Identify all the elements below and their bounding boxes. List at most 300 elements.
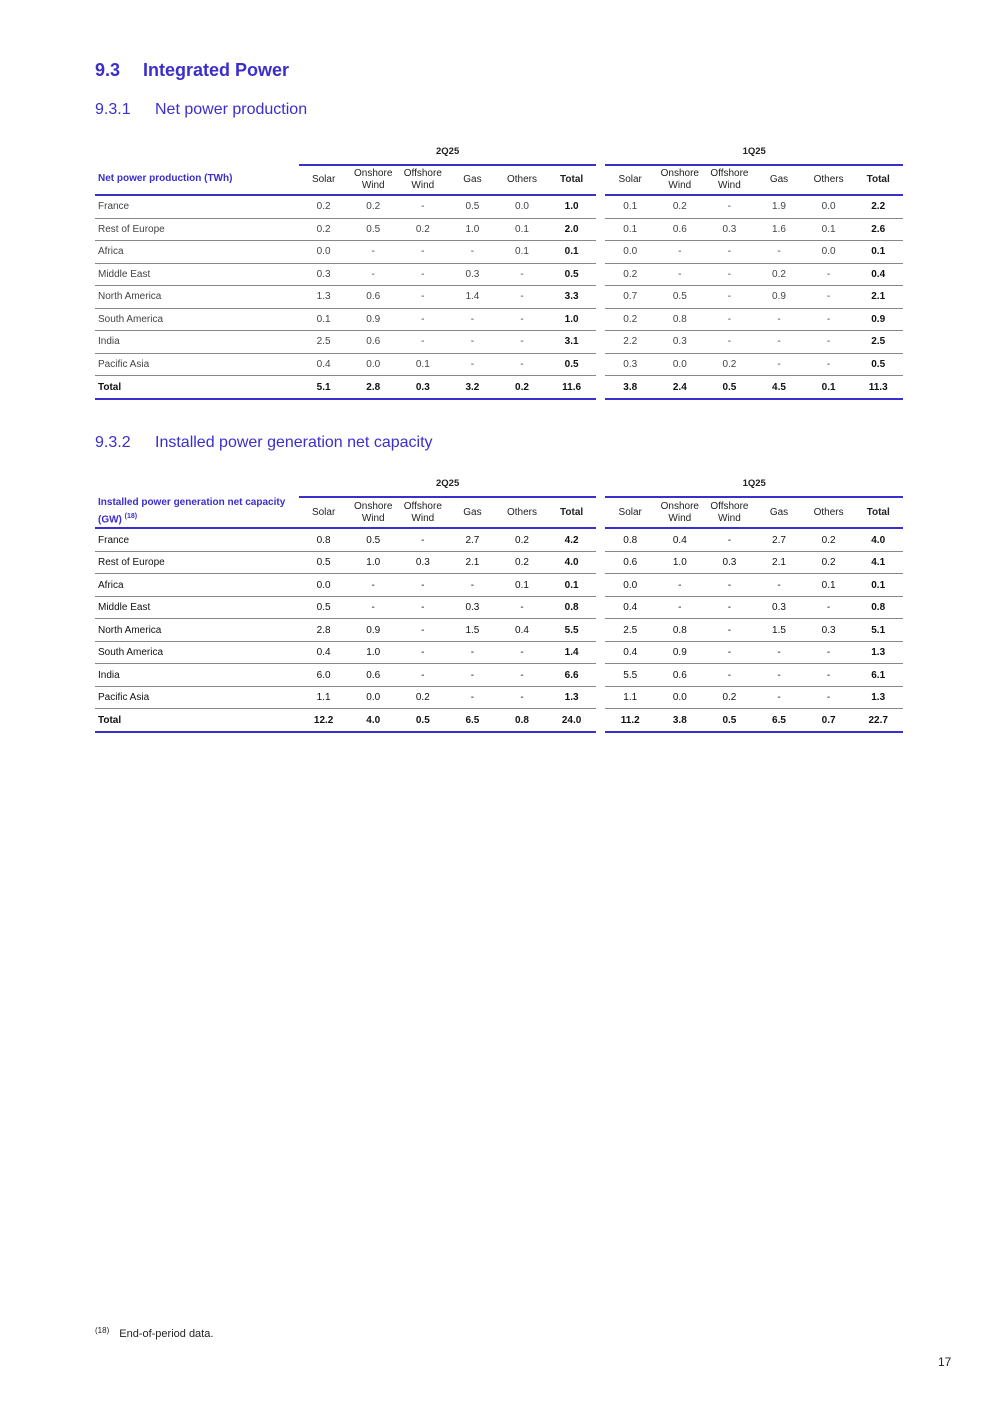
table-cell: 11.3 (853, 376, 903, 400)
table-cell: 2.8 (299, 619, 349, 642)
subsection-title: Net power production (155, 101, 308, 118)
table-cell: 6.6 (547, 664, 597, 687)
table-cell: 0.1 (804, 219, 854, 242)
col-header: Solar (605, 164, 655, 196)
table-cell: 0.0 (655, 687, 705, 710)
table-cell: - (497, 264, 547, 287)
table-row (95, 664, 903, 687)
table-cell: 5.5 (605, 664, 655, 687)
section-title: Integrated Power (143, 60, 290, 80)
table-cell: - (497, 642, 547, 665)
footnote (95, 1326, 213, 1340)
table-cell: 0.2 (497, 529, 547, 552)
table-cell: 0.2 (299, 196, 349, 219)
footnote-text: End-of-period data. (119, 1328, 214, 1340)
col-header: Gas (448, 164, 498, 196)
table-cell: 3.2 (448, 376, 498, 400)
table-cell: 3.3 (547, 286, 597, 309)
col-header: Gas (754, 496, 804, 529)
table-cell: 4.2 (547, 529, 597, 552)
table-body (95, 529, 903, 733)
table-cell: 0.1 (605, 196, 655, 219)
table-cell: 5.1 (853, 619, 903, 642)
table-cell: 2.1 (448, 552, 498, 575)
column-gap (596, 264, 605, 287)
table-cell: - (398, 597, 448, 620)
col-header: Onshore Wind (655, 496, 705, 529)
table-cell: - (655, 597, 705, 620)
table-cell: 0.1 (398, 354, 448, 377)
table-cell: - (398, 619, 448, 642)
table-cell: 1.0 (448, 219, 498, 242)
table-cell: 0.1 (547, 574, 597, 597)
table-cell: 0.2 (497, 376, 547, 400)
table-cell: - (398, 529, 448, 552)
table-cell: 0.0 (804, 196, 854, 219)
table-cell: 11.2 (605, 709, 655, 733)
table-cell: - (398, 241, 448, 264)
row-label: India (95, 664, 299, 687)
table-cell: 0.0 (299, 574, 349, 597)
table-cell: 0.0 (497, 196, 547, 219)
table-cell: 0.8 (497, 709, 547, 733)
table-cell: 0.6 (605, 552, 655, 575)
net-production-table (95, 146, 903, 400)
table-cell: 0.4 (605, 597, 655, 620)
table-cell: 0.3 (705, 552, 755, 575)
table-cell: - (348, 241, 398, 264)
table-cell: 0.2 (754, 264, 804, 287)
table-cell: - (348, 597, 398, 620)
table-row (95, 309, 903, 332)
row-label: France (95, 529, 299, 552)
table-cell: 1.6 (754, 219, 804, 242)
table-cell: - (497, 597, 547, 620)
col-header: Others (497, 164, 547, 196)
col-header: Solar (299, 496, 349, 529)
row-label: Total (95, 709, 299, 733)
table-cell: 0.3 (448, 597, 498, 620)
row-label: India (95, 331, 299, 354)
subsection-number: 9.3.1 (95, 101, 131, 118)
table-cell: - (754, 331, 804, 354)
table-cell: - (705, 241, 755, 264)
table-cell: 0.2 (804, 552, 854, 575)
table-cell: 0.3 (448, 264, 498, 287)
row-label: Rest of Europe (95, 219, 299, 242)
table-cell: 0.4 (605, 642, 655, 665)
row-label: Middle East (95, 264, 299, 287)
table-cell: 1.4 (448, 286, 498, 309)
column-header-row (95, 496, 903, 529)
table-cell: - (705, 574, 755, 597)
table-row (95, 196, 903, 219)
table-cell: 1.0 (547, 196, 597, 219)
table-cell: 1.3 (853, 642, 903, 665)
group-label-1q25: 1Q25 (742, 478, 766, 489)
table-cell: 2.1 (754, 552, 804, 575)
table-cell: 0.1 (497, 574, 547, 597)
table-cell: 2.5 (853, 331, 903, 354)
col-header-total: Total (853, 496, 903, 529)
table-body (95, 196, 903, 400)
table-cell: - (655, 264, 705, 287)
subsection-number: 9.3.2 (95, 434, 131, 451)
table-cell: 0.1 (547, 241, 597, 264)
table-cell: 0.6 (348, 331, 398, 354)
table-cell: 0.0 (655, 354, 705, 377)
table-cell: - (705, 264, 755, 287)
footnote-ref: (18) (124, 513, 138, 520)
table-row (95, 286, 903, 309)
table-cell: - (705, 286, 755, 309)
column-gap (596, 196, 605, 219)
table-cell: 0.9 (853, 309, 903, 332)
table-cell: - (398, 196, 448, 219)
table-cell: 0.0 (605, 241, 655, 264)
table-cell: 0.3 (605, 354, 655, 377)
table-cell: 1.0 (348, 642, 398, 665)
row-label: Africa (95, 241, 299, 264)
table-cell: 2.5 (605, 619, 655, 642)
column-gap (596, 597, 605, 620)
table-cell: 1.1 (605, 687, 655, 710)
table-cell: 0.5 (705, 376, 755, 400)
section-number: 9.3 (95, 60, 121, 80)
table-cell: 1.5 (754, 619, 804, 642)
table-cell: 0.2 (605, 309, 655, 332)
table-cell: 0.8 (547, 597, 597, 620)
table-cell: 0.3 (804, 619, 854, 642)
column-gap (596, 687, 605, 710)
table-row (95, 219, 903, 242)
subsection-title: Installed power generation net capacity (155, 434, 433, 451)
table-cell: - (754, 687, 804, 710)
table-row (95, 331, 903, 354)
table-cell: 0.5 (655, 286, 705, 309)
installed-capacity-table-wrap (95, 478, 903, 733)
col-header: Onshore Wind (348, 164, 398, 196)
row-label: South America (95, 642, 299, 665)
table-cell: 0.0 (348, 687, 398, 710)
table-cell: 0.2 (655, 196, 705, 219)
table-cell: - (398, 286, 448, 309)
table-cell: 0.9 (348, 619, 398, 642)
page-number: 17 (938, 1355, 952, 1369)
net-production-table-wrap (95, 146, 903, 400)
table-cell: 0.4 (853, 264, 903, 287)
row-label: Africa (95, 574, 299, 597)
column-gap (596, 552, 605, 575)
section-heading (95, 60, 289, 81)
table-row (95, 264, 903, 287)
table-cell: 0.2 (398, 687, 448, 710)
col-header: Others (804, 164, 854, 196)
table-cell: 2.2 (605, 331, 655, 354)
col-header: Onshore Wind (348, 496, 398, 529)
table-cell: 0.1 (605, 219, 655, 242)
col-header: Others (804, 496, 854, 529)
table-cell: 0.9 (348, 309, 398, 332)
table-cell: 1.5 (448, 619, 498, 642)
table-cell: 6.0 (299, 664, 349, 687)
table-cell: 4.1 (853, 552, 903, 575)
installed-capacity-table (95, 478, 903, 733)
table-row (95, 552, 903, 575)
table-cell: 0.8 (605, 529, 655, 552)
table-cell: - (804, 642, 854, 665)
table-cell: 0.3 (655, 331, 705, 354)
table-label-header: Net power production (TWh) (95, 164, 299, 196)
table-cell: 1.0 (547, 309, 597, 332)
table-cell: 0.5 (547, 354, 597, 377)
table-cell: 0.6 (655, 219, 705, 242)
row-label: North America (95, 619, 299, 642)
table-cell: 0.8 (853, 597, 903, 620)
table-cell: 2.1 (853, 286, 903, 309)
table-cell: 5.1 (299, 376, 349, 400)
table-cell: - (448, 687, 498, 710)
table-cell: - (448, 642, 498, 665)
table-cell: 24.0 (547, 709, 597, 733)
table-cell: 0.4 (299, 642, 349, 665)
table-cell: - (398, 309, 448, 332)
table-row (95, 619, 903, 642)
table-cell: 2.7 (448, 529, 498, 552)
table-cell: - (655, 574, 705, 597)
table-cell: - (705, 529, 755, 552)
table-cell: 2.7 (754, 529, 804, 552)
table-cell: 2.2 (853, 196, 903, 219)
table-cell: 6.1 (853, 664, 903, 687)
table-cell: 0.0 (299, 241, 349, 264)
table-cell: 4.0 (853, 529, 903, 552)
table-cell: 0.1 (853, 241, 903, 264)
col-header-total: Total (547, 496, 597, 529)
column-gap (596, 709, 605, 733)
row-label: France (95, 196, 299, 219)
subsection-heading-net-production (95, 101, 307, 119)
column-gap (596, 574, 605, 597)
table-cell: - (705, 619, 755, 642)
table-cell: 0.5 (348, 529, 398, 552)
table-cell: - (754, 309, 804, 332)
table-cell: 0.5 (299, 597, 349, 620)
col-header: Offshore Wind (398, 164, 448, 196)
table-cell: - (448, 331, 498, 354)
table-cell: 2.0 (547, 219, 597, 242)
table-cell: - (398, 264, 448, 287)
table-cell: 0.3 (705, 219, 755, 242)
table-cell: 0.5 (705, 709, 755, 733)
table-cell: - (497, 687, 547, 710)
table-cell: 0.2 (348, 196, 398, 219)
table-cell: 0.5 (299, 552, 349, 575)
row-label: North America (95, 286, 299, 309)
row-label: South America (95, 309, 299, 332)
table-cell: - (497, 286, 547, 309)
table-cell: - (804, 597, 854, 620)
column-gap (596, 354, 605, 377)
column-gap (596, 664, 605, 687)
table-cell: 0.2 (705, 354, 755, 377)
table-cell: 0.1 (853, 574, 903, 597)
table-cell: - (398, 331, 448, 354)
table-cell: 11.6 (547, 376, 597, 400)
table-cell: - (497, 664, 547, 687)
column-gap (596, 241, 605, 264)
table-cell: - (754, 574, 804, 597)
table-cell: 0.4 (497, 619, 547, 642)
table-cell: - (448, 309, 498, 332)
table-row (95, 241, 903, 264)
table-cell: 0.5 (547, 264, 597, 287)
table-cell: 0.5 (448, 196, 498, 219)
table-cell: - (448, 354, 498, 377)
table-cell: - (705, 642, 755, 665)
table-cell: - (398, 664, 448, 687)
table-cell: - (804, 264, 854, 287)
table-cell: 0.0 (605, 574, 655, 597)
table-cell: 0.2 (497, 552, 547, 575)
table-cell: - (398, 642, 448, 665)
table-cell: 0.8 (655, 619, 705, 642)
col-header: Others (497, 496, 547, 529)
table-cell: 0.2 (605, 264, 655, 287)
table-cell: - (804, 309, 854, 332)
group-header-row (95, 478, 903, 496)
table-cell: - (705, 597, 755, 620)
table-cell: - (754, 241, 804, 264)
table-cell: 0.1 (804, 574, 854, 597)
table-cell: 4.5 (754, 376, 804, 400)
column-gap (596, 309, 605, 332)
column-header-row (95, 164, 903, 196)
col-header: Solar (299, 164, 349, 196)
table-cell: 0.5 (348, 219, 398, 242)
table-cell: - (804, 687, 854, 710)
table-cell: 2.4 (655, 376, 705, 400)
table-cell: 0.5 (853, 354, 903, 377)
table-cell: - (655, 241, 705, 264)
col-header: Offshore Wind (705, 496, 755, 529)
table-cell: 1.4 (547, 642, 597, 665)
row-label: Rest of Europe (95, 552, 299, 575)
table-cell: 0.9 (754, 286, 804, 309)
group-label-1q25: 1Q25 (742, 146, 766, 157)
column-gap (596, 286, 605, 309)
table-cell: 0.3 (299, 264, 349, 287)
table-row (95, 687, 903, 710)
table-row (95, 574, 903, 597)
col-header: Solar (605, 496, 655, 529)
table-cell: 0.4 (299, 354, 349, 377)
footnote-marker: (18) (95, 1326, 110, 1335)
table-cell: - (804, 354, 854, 377)
table-cell: 0.0 (348, 354, 398, 377)
table-cell: 0.2 (705, 687, 755, 710)
table-cell: 2.6 (853, 219, 903, 242)
table-cell: 12.2 (299, 709, 349, 733)
table-cell: - (448, 664, 498, 687)
table-cell: - (804, 331, 854, 354)
row-label: Total (95, 376, 299, 400)
table-cell: 0.6 (348, 286, 398, 309)
col-header: Gas (754, 164, 804, 196)
table-cell: - (754, 664, 804, 687)
group-label-2q25: 2Q25 (435, 146, 460, 157)
table-cell: 22.7 (853, 709, 903, 733)
table-cell: - (348, 264, 398, 287)
table-cell: 0.8 (299, 529, 349, 552)
table-cell: 0.3 (398, 552, 448, 575)
table-cell: 6.5 (754, 709, 804, 733)
table-cell: 1.3 (299, 286, 349, 309)
table-cell: 5.5 (547, 619, 597, 642)
table-cell: 4.0 (547, 552, 597, 575)
table-cell: - (705, 331, 755, 354)
table-cell: - (804, 286, 854, 309)
table-cell: 0.1 (497, 241, 547, 264)
table-cell: 0.1 (497, 219, 547, 242)
table-cell: - (448, 241, 498, 264)
table-cell: 0.5 (398, 709, 448, 733)
table-row (95, 354, 903, 377)
col-header: Offshore Wind (398, 496, 448, 529)
column-gap (596, 619, 605, 642)
table-cell: 0.2 (299, 219, 349, 242)
table-cell: 4.0 (348, 709, 398, 733)
table-label-text: Installed power generation net capacity (GW) (98, 497, 286, 526)
group-header-row (95, 146, 903, 164)
total-row (95, 376, 903, 400)
table-label-header (95, 496, 299, 529)
column-gap (596, 529, 605, 552)
table-cell: 0.7 (804, 709, 854, 733)
table-cell: - (754, 642, 804, 665)
table-cell: - (497, 354, 547, 377)
table-cell: 3.1 (547, 331, 597, 354)
row-label: Pacific Asia (95, 354, 299, 377)
total-row (95, 709, 903, 733)
table-cell: 0.7 (605, 286, 655, 309)
table-cell: 2.5 (299, 331, 349, 354)
column-gap (596, 376, 605, 400)
table-cell: - (705, 196, 755, 219)
table-cell: 0.3 (398, 376, 448, 400)
table-cell: - (497, 331, 547, 354)
table-cell: 1.1 (299, 687, 349, 710)
row-label: Pacific Asia (95, 687, 299, 710)
table-cell: - (705, 664, 755, 687)
table-cell: 1.0 (655, 552, 705, 575)
table-cell: 0.4 (655, 529, 705, 552)
table-row (95, 529, 903, 552)
table-cell: - (754, 354, 804, 377)
table-cell: 2.8 (348, 376, 398, 400)
table-cell: 3.8 (605, 376, 655, 400)
col-header-total: Total (853, 164, 903, 196)
table-cell: 0.9 (655, 642, 705, 665)
table-cell: 0.3 (754, 597, 804, 620)
table-cell: 1.9 (754, 196, 804, 219)
col-header: Onshore Wind (655, 164, 705, 196)
table-row (95, 642, 903, 665)
column-gap (596, 219, 605, 242)
table-cell: 6.5 (448, 709, 498, 733)
col-header: Gas (448, 496, 498, 529)
table-cell: - (448, 574, 498, 597)
